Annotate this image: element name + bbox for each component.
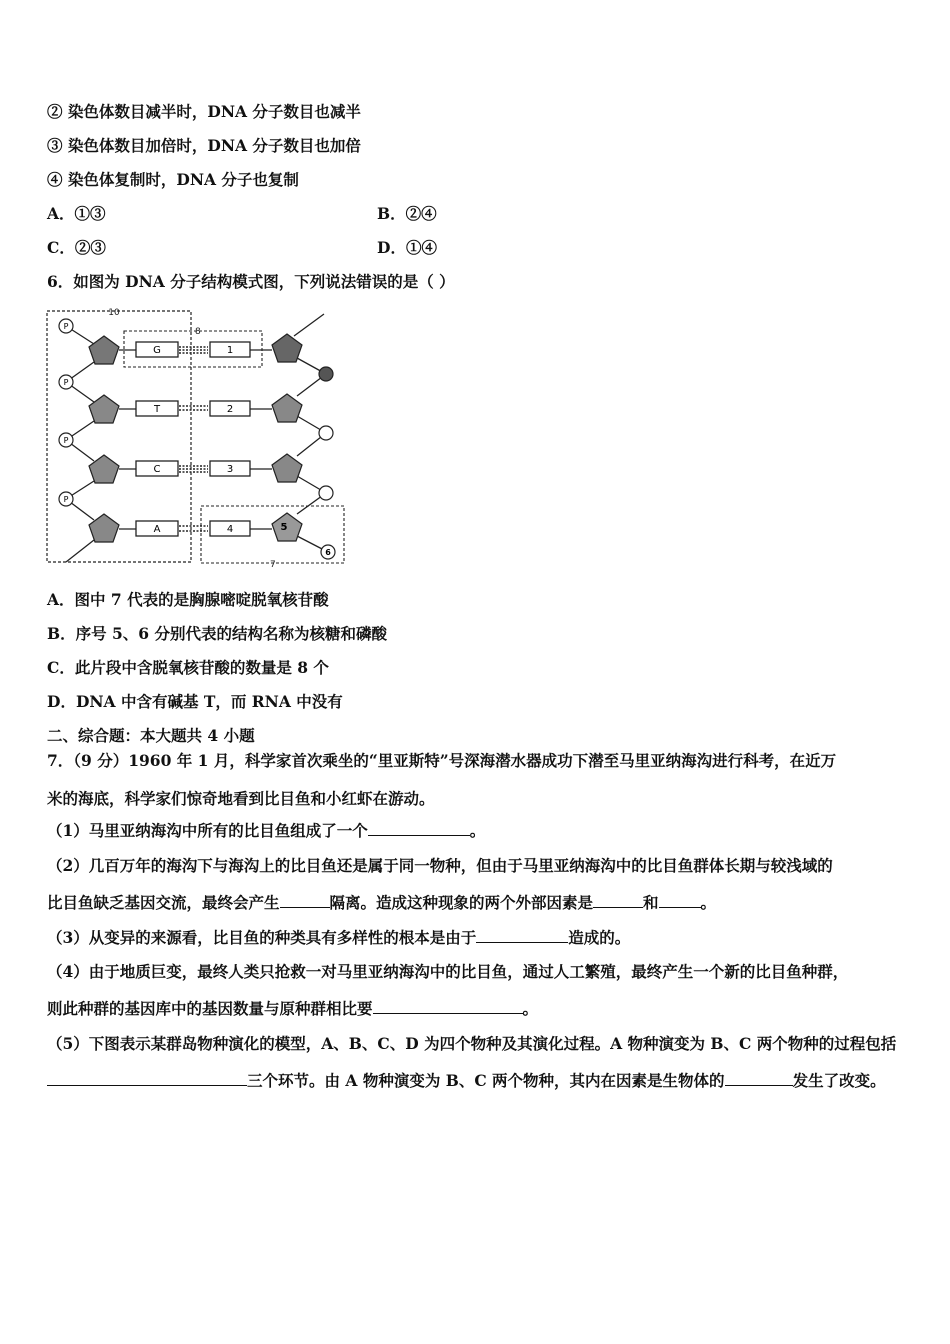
answer-blank[interactable]: [280, 893, 330, 908]
question-6-option-b: B．序号 5、6 分别代表的结构名称为核糖和磷酸: [47, 624, 387, 643]
base-label-left-1: G: [153, 345, 161, 356]
sugar-base-connectors: [119, 350, 272, 529]
base-label-right-2: 2: [226, 404, 234, 415]
base-label-left-2: T: [153, 404, 161, 415]
svg-text:P: P: [63, 495, 69, 504]
question-7-part4-line1: （4）由于地质巨变，最终人类只抢救一对马里亚纳海沟中的比目鱼，通过人工繁殖，最终产生一个新的比目鱼种群，: [47, 962, 849, 981]
choice-b: B．②④: [377, 204, 437, 223]
svg-text:P: P: [63, 436, 69, 445]
phosphate-icon-1: [59, 319, 73, 333]
base-label-left-3: C: [153, 464, 161, 475]
choice-c: C．②③: [47, 238, 106, 257]
question-7-stem-line2: 米的海底，科学家们惊奇地看到比目鱼和小红虾在游动。: [47, 789, 435, 808]
svg-text:P: P: [63, 378, 69, 387]
sugar-icon-left-1: [89, 336, 119, 364]
question-7-part1: （1）马里亚纳海沟中所有的比目鱼组成了一个 。: [47, 821, 486, 840]
hydrogen-bonds: [179, 347, 208, 531]
base-label-left-4: A: [153, 524, 161, 535]
answer-blank[interactable]: [476, 928, 568, 943]
option-item-2: ② 染色体数目减半时，DNA 分子数目也减半: [47, 102, 361, 121]
choice-a: A．①③: [47, 204, 106, 223]
sugar-icon-right-1: [272, 334, 302, 362]
question-7-part3: （3）从变异的来源看，比目鱼的种类具有多样性的根本是由于 造成的。: [47, 928, 631, 947]
answer-blank[interactable]: [593, 893, 643, 908]
question-7-part2-line1: （2）几百万年的海沟下与海沟上的比目鱼还是属于同一物种，但由于马里亚纳海沟中的比目鱼群体长期与较浅域的: [47, 856, 833, 875]
answer-blank[interactable]: [725, 1071, 793, 1086]
choice-d: D．①④: [377, 238, 437, 257]
phosphate-icon-right-2: [319, 426, 333, 440]
answer-blank[interactable]: [47, 1071, 247, 1086]
label-8: 8: [195, 327, 201, 337]
question-7-part2-line2: 比目鱼缺乏基因交流，最终会产生 隔离。造成这种现象的两个外部因素是 和 。: [47, 893, 717, 912]
section-heading: 二、综合题：本大题共 4 小题: [47, 726, 255, 745]
svg-text:6: 6: [325, 548, 331, 557]
answer-blank[interactable]: [659, 893, 701, 908]
option-item-4: ④ 染色体复制时，DNA 分子也复制: [47, 170, 299, 189]
phosphate-icon-right-1: [319, 367, 333, 381]
phosphate-icon-2: [59, 375, 73, 389]
sugar-icon-left-2: [89, 395, 119, 423]
question-7-part5-line2: 三个环节。由 A 物种演变为 B、C 两个物种，其内在因素是生物体的 发生了改变。: [47, 1071, 886, 1091]
answer-blank[interactable]: [368, 821, 470, 836]
base-label-right-4: 4: [226, 524, 234, 535]
label-7: 7: [270, 560, 276, 568]
phosphate-icon-right-3: [319, 486, 333, 500]
phosphate-icon-4: [59, 492, 73, 506]
sugar-icon-left-3: [89, 455, 119, 483]
option-item-3: ③ 染色体数目加倍时，DNA 分子数目也加倍: [47, 136, 361, 155]
answer-blank[interactable]: [373, 999, 523, 1014]
question-6-option-c: C．此片段中含脱氧核苷酸的数量是 8 个: [47, 658, 329, 677]
phosphate-icon-3: [59, 433, 73, 447]
question-6-option-a: A．图中 7 代表的是胸腺嘧啶脱氧核苷酸: [47, 590, 329, 609]
question-6-stem: 6．如图为 DNA 分子结构模式图，下列说法错误的是（ ）: [47, 272, 455, 291]
sugar-icon-right-3: [272, 454, 302, 482]
dna-structure-figure: [44, 306, 349, 568]
phosphate-icon-right-6: [321, 545, 335, 559]
sugar-icon-right-2: [272, 394, 302, 422]
base-label-right-1: 1: [226, 345, 234, 356]
question-6-option-d: D．DNA 中含有碱基 T，而 RNA 中没有: [47, 692, 343, 711]
svg-text:P: P: [63, 322, 69, 331]
label-10: 10: [108, 308, 120, 318]
label-5: 5: [280, 522, 288, 533]
sugar-icon-left-4: [89, 514, 119, 542]
base-label-right-3: 3: [226, 464, 234, 475]
question-7-stem-line1: 7．（9 分）1960 年 1 月，科学家首次乘坐的“里亚斯特”号深海潜水器成功下潜至马里亚纳海沟进行科考，在近万: [47, 751, 837, 770]
question-7-part5-line1: （5）下图表示某群岛物种演化的模型，A、B、C、D 为四个物种及其演化过程。A 物种演变为 B、C 两个物种的过程包括: [47, 1034, 897, 1053]
question-7-part4-line2: 则此种群的基因库中的基因数量与原种群相比要 。: [47, 999, 539, 1018]
